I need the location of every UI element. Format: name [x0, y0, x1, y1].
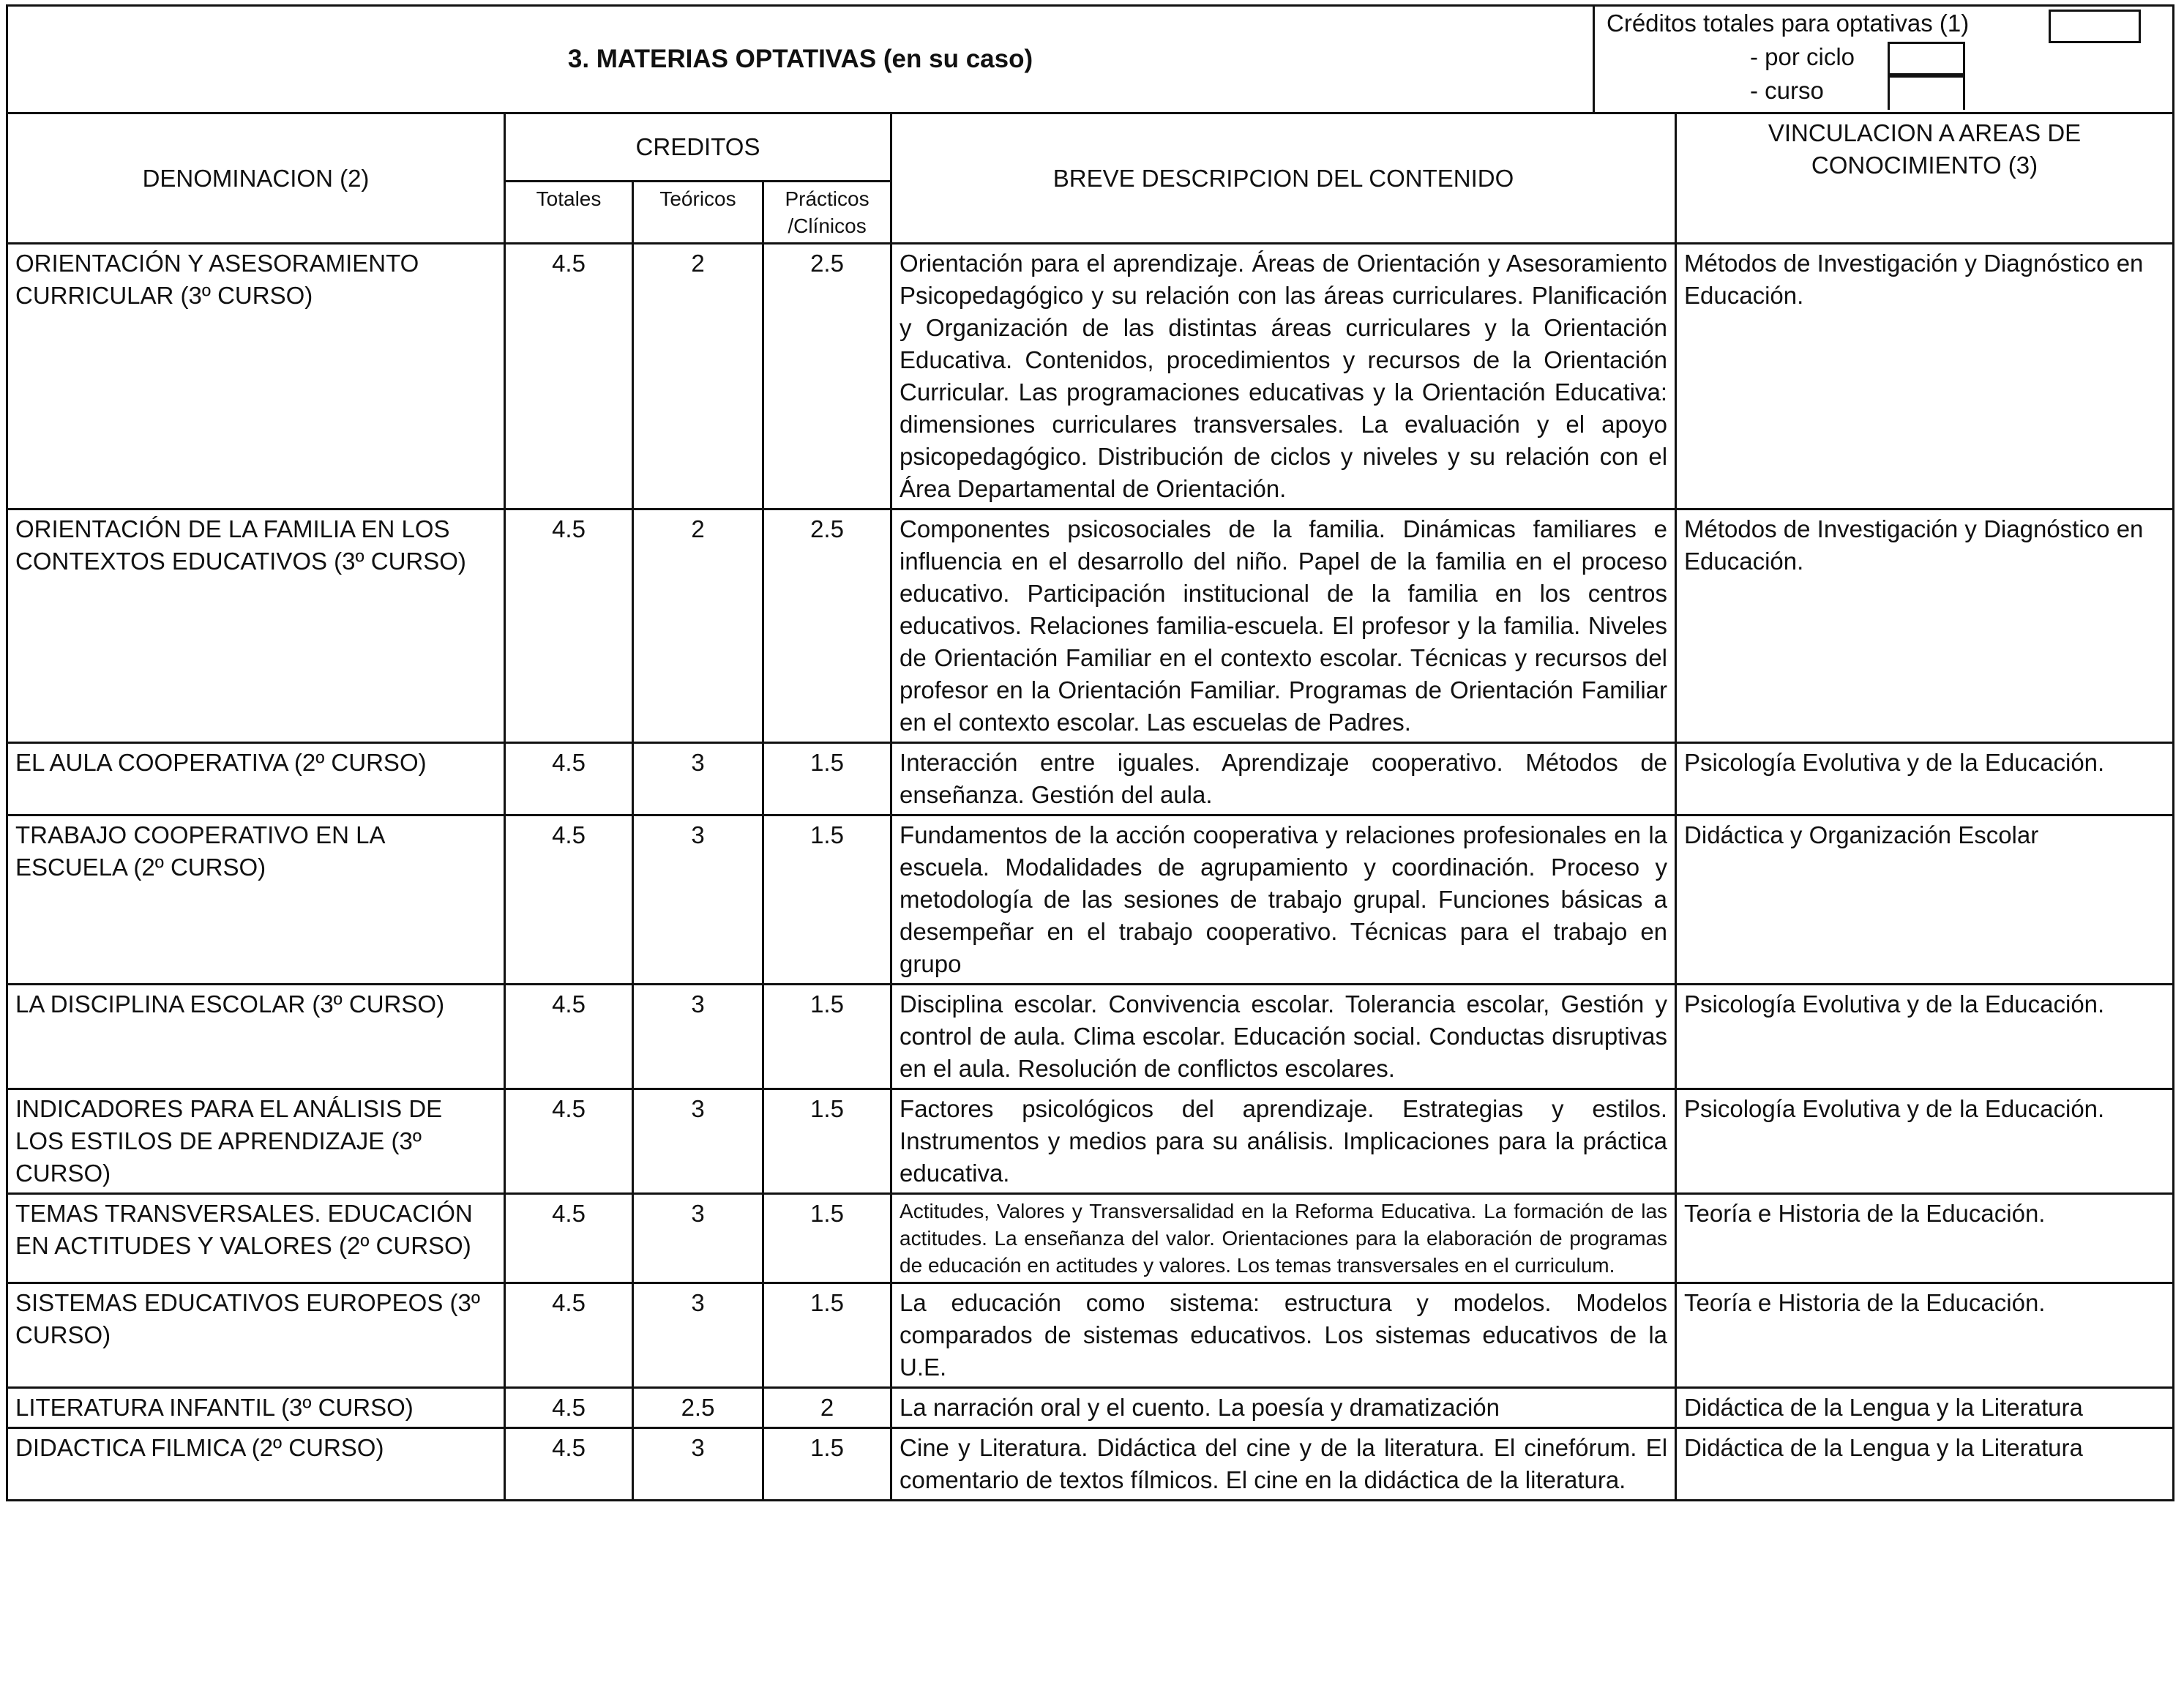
row-vinculacion: Métodos de Investigación y Diagnóstico en Educación.	[1676, 244, 2174, 509]
row-descripcion: Actitudes, Valores y Transversalidad en la Reforma Educativa. La formación de las actitudes. La enseñanza del valor. Orientaciones para la elaboración de programas de educación en actitudes y valores. Los temas transversales en el curriculum.	[891, 1194, 1676, 1283]
row-teoricos: 3	[633, 985, 763, 1089]
row-denominacion: TEMAS TRANSVERSALES. EDUCACIÓN EN ACTITUDES Y VALORES (2º CURSO)	[7, 1194, 505, 1283]
row-denominacion: TRABAJO COOPERATIVO EN LA ESCUELA (2º CURSO)	[7, 815, 505, 985]
header-vinculacion: VINCULACION A AREAS DE CONOCIMIENTO (3)	[1676, 113, 2174, 244]
ciclo-credits-field[interactable]	[1888, 42, 1965, 75]
row-denominacion: ORIENTACIÓN DE LA FAMILIA EN LOS CONTEXTOS EDUCATIVOS (3º CURSO)	[7, 509, 505, 743]
row-denominacion: LA DISCIPLINA ESCOLAR (3º CURSO)	[7, 985, 505, 1089]
row-totales: 4.5	[505, 985, 633, 1089]
table-row	[7, 815, 2174, 985]
row-teoricos: 3	[633, 1428, 763, 1501]
table-row	[7, 743, 2174, 815]
table-row	[7, 1283, 2174, 1388]
table-row	[7, 1428, 2174, 1501]
table-row	[7, 1089, 2174, 1194]
curso-credits-field[interactable]	[1888, 75, 1965, 110]
table-row	[7, 1194, 2174, 1283]
row-vinculacion: Psicología Evolutiva y de la Educación.	[1676, 743, 2174, 815]
row-practicos: 2.5	[763, 244, 891, 509]
row-practicos: 1.5	[763, 985, 891, 1089]
row-teoricos: 3	[633, 1194, 763, 1283]
credits-box	[1594, 6, 2174, 113]
table-row	[7, 509, 2174, 743]
subjects-table	[6, 112, 2174, 1501]
row-practicos: 1.5	[763, 815, 891, 985]
row-denominacion: ORIENTACIÓN Y ASESORAMIENTO CURRICULAR (3º CURSO)	[7, 244, 505, 509]
row-practicos: 1.5	[763, 1194, 891, 1283]
row-vinculacion: Didáctica y Organización Escolar	[1676, 815, 2174, 985]
row-practicos: 2	[763, 1388, 891, 1428]
row-teoricos: 3	[633, 815, 763, 985]
row-denominacion: LITERATURA INFANTIL (3º CURSO)	[7, 1388, 505, 1428]
row-totales: 4.5	[505, 1388, 633, 1428]
header-practicos: Prácticos /Clínicos	[763, 182, 891, 244]
row-vinculacion: Teoría e Historia de la Educación.	[1676, 1194, 2174, 1283]
row-descripcion: Fundamentos de la acción cooperativa y relaciones profesionales en la escuela. Modalidades de agrupamiento y coordinación. Proceso y metodología de las sesiones de trabajo grupal. Funciones básicas a desempeñar en el trabajo cooperativo. Técnicas para el trabajo en grupo	[891, 815, 1676, 985]
row-totales: 4.5	[505, 1428, 633, 1501]
row-denominacion: DIDACTICA FILMICA (2º CURSO)	[7, 1428, 505, 1501]
table-row	[7, 1388, 2174, 1428]
row-teoricos: 2.5	[633, 1388, 763, 1428]
curso-credits-label: - curso	[1750, 77, 1824, 104]
header-totales: Totales	[505, 182, 633, 244]
optativas-sheet	[6, 4, 2172, 1687]
table-row	[7, 244, 2174, 509]
header-creditos: CREDITOS	[505, 113, 891, 182]
header-descripcion: BREVE DESCRIPCION DEL CONTENIDO	[891, 113, 1676, 244]
row-totales: 4.5	[505, 1283, 633, 1388]
row-descripcion: Disciplina escolar. Convivencia escolar. Tolerancia escolar, Gestión y control de aula. Clima escolar. Educación social. Conductas disruptivas en el aula. Resolución de conflictos escolares.	[891, 985, 1676, 1089]
row-descripcion: Interacción entre iguales. Aprendizaje cooperativo. Métodos de enseñanza. Gestión del aula.	[891, 743, 1676, 815]
row-totales: 4.5	[505, 815, 633, 985]
row-teoricos: 3	[633, 743, 763, 815]
row-vinculacion: Teoría e Historia de la Educación.	[1676, 1283, 2174, 1388]
row-vinculacion: Métodos de Investigación y Diagnóstico en Educación.	[1676, 509, 2174, 743]
row-denominacion: SISTEMAS EDUCATIVOS EUROPEOS (3º CURSO)	[7, 1283, 505, 1388]
row-descripcion: Cine y Literatura. Didáctica del cine y de la literatura. El cinefórum. El comentario de textos fílmicos. El cine en la didáctica de la literatura.	[891, 1428, 1676, 1501]
header-denominacion: DENOMINACION (2)	[7, 113, 505, 244]
row-descripcion: Orientación para el aprendizaje. Áreas de Orientación y Asesoramiento Psicopedagógico y su relación con las áreas curriculares. Planificación y Organización de las distintas áreas curriculares y la Orientación Educativa. Contenidos, procedimientos y recursos de la Orientación Curricular. Las programaciones educativas y la Orientación Educativa: dimensiones curriculares transversales. La evaluación y el apoyo psicopedagógico. Distribución de ciclos y niveles y su relación con el Área Departamental de Orientación.	[891, 244, 1676, 509]
row-vinculacion: Psicología Evolutiva y de la Educación.	[1676, 1089, 2174, 1194]
total-credits-field[interactable]	[2049, 10, 2141, 43]
row-descripcion: Componentes psicosociales de la familia. Dinámicas familiares e influencia en el desarrollo del niño. Papel de la familia en el proceso educativo. Participación institucional de la familia en los centros educativos. Relaciones familia-escuela. El profesor y la familia. Niveles de Orientación Familiar en el contexto escolar. Técnicas y recursos del profesor en la Orientación Familiar. Programas de Orientación Familiar en el contexto escolar. Las escuelas de Padres.	[891, 509, 1676, 743]
total-credits-label: Créditos totales para optativas (1)	[1607, 10, 1970, 37]
row-vinculacion: Didáctica de la Lengua y la Literatura	[1676, 1428, 2174, 1501]
page-title: 3. MATERIAS OPTATIVAS (en su caso)	[7, 6, 1594, 113]
row-teoricos: 2	[633, 244, 763, 509]
table-row	[7, 985, 2174, 1089]
row-practicos: 2.5	[763, 509, 891, 743]
row-totales: 4.5	[505, 244, 633, 509]
subjects-body	[7, 244, 2174, 1501]
row-denominacion: INDICADORES PARA EL ANÁLISIS DE LOS ESTILOS DE APRENDIZAJE (3º CURSO)	[7, 1089, 505, 1194]
row-practicos: 1.5	[763, 1428, 891, 1501]
row-teoricos: 2	[633, 509, 763, 743]
row-practicos: 1.5	[763, 743, 891, 815]
row-vinculacion: Psicología Evolutiva y de la Educación.	[1676, 985, 2174, 1089]
row-descripcion: La narración oral y el cuento. La poesía y dramatización	[891, 1388, 1676, 1428]
row-teoricos: 3	[633, 1089, 763, 1194]
row-totales: 4.5	[505, 1194, 633, 1283]
row-practicos: 1.5	[763, 1089, 891, 1194]
row-vinculacion: Didáctica de la Lengua y la Literatura	[1676, 1388, 2174, 1428]
header-teoricos: Teóricos	[633, 182, 763, 244]
row-totales: 4.5	[505, 509, 633, 743]
row-practicos: 1.5	[763, 1283, 891, 1388]
row-totales: 4.5	[505, 743, 633, 815]
ciclo-credits-label: - por ciclo	[1750, 43, 1855, 70]
row-totales: 4.5	[505, 1089, 633, 1194]
row-descripcion: Factores psicológicos del aprendizaje. Estrategias y estilos. Instrumentos y medios para su análisis. Implicaciones para la práctica educativa.	[891, 1089, 1676, 1194]
row-teoricos: 3	[633, 1283, 763, 1388]
row-descripcion: La educación como sistema: estructura y modelos. Modelos comparados de sistemas educativos. Los sistemas educativos de la U.E.	[891, 1283, 1676, 1388]
title-table	[6, 4, 2174, 114]
row-denominacion: EL AULA COOPERATIVA (2º CURSO)	[7, 743, 505, 815]
